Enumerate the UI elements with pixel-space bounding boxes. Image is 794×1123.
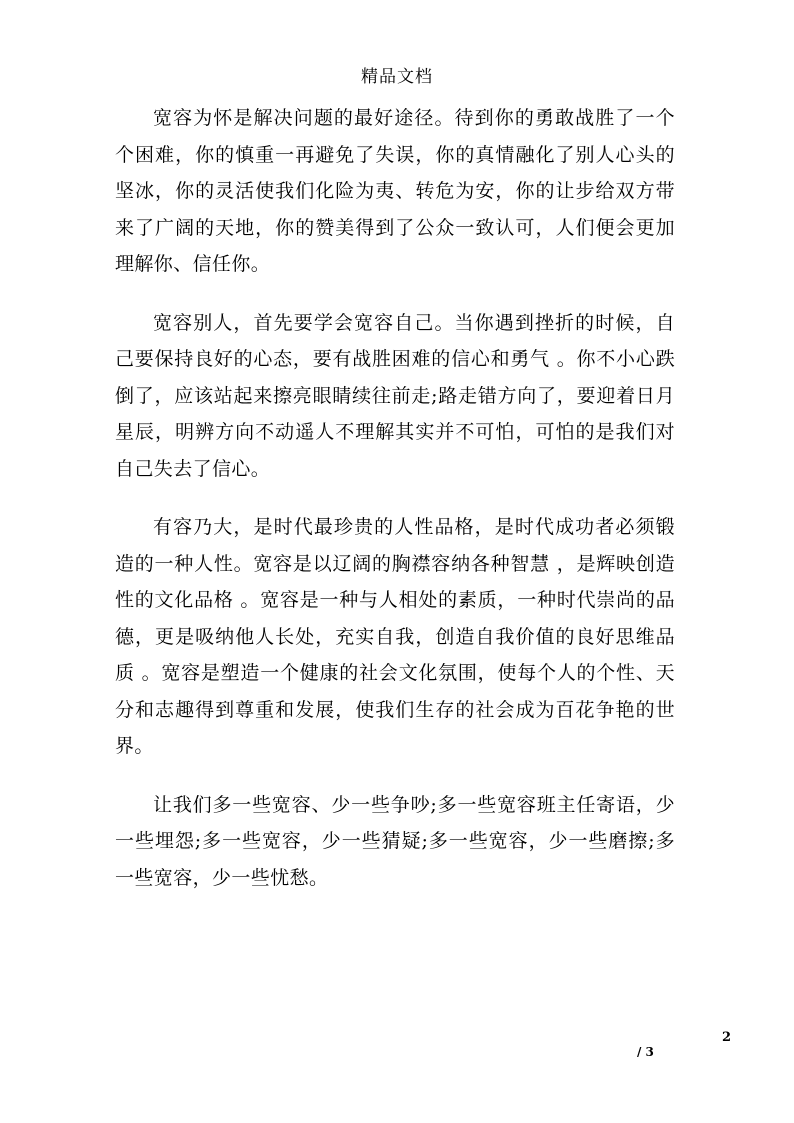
document-header-title: 精品文档	[361, 67, 433, 87]
document-body	[115, 100, 675, 918]
page-number: 2	[722, 1030, 732, 1045]
page-total: / 3	[637, 1045, 654, 1059]
paragraph-1: 宽容为怀是解决问题的最好途径。待到你的勇敢战胜了一个个困难，你的慎重一再避免了失误，你的真情融化了别人心头的坚冰，你的灵活使我们化险为夷、转危为安，你的让步给双方带来了广阔的天地，你的赞美得到了公众一致认可，人们便会更加理解你、信任你。	[115, 107, 675, 275]
paragraph-3: 有容乃大，是时代最珍贵的人性品格，是时代成功者必须锻造的一种人性。宽容是以辽阔的胸襟容纳各种智慧 ，是辉映创造性的文化品格 。宽容是一种与人相处的素质，一种时代崇尚的品德，更是吸纳他人长处，充实自我，创造自我价值的良好思维品质 。宽容是塑造一个健康的社会文化氛围，使每个人的个性、天分和志趣得到尊重和发展，使我们生存的社会成为百花争艳的世界。	[115, 516, 675, 757]
paragraph-2: 宽容别人，首先要学会宽容自己。当你遇到挫折的时候，自己要保持良好的心态，要有战胜困难的信心和勇气 。你不小心跌倒了，应该站起来擦亮眼睛续往前走;路走错方向了，要迎着日月星辰，明辨方向不动遥人不理解其实并不可怕，可怕的是我们对自己失去了信心。	[115, 311, 675, 480]
paragraph-4: 让我们多一些宽容、少一些争吵;多一些宽容班主任寄语，少一些埋怨;多一些宽容，少一些猜疑;多一些宽容，少一些磨擦;多一些宽容，少一些忧愁。	[115, 793, 675, 889]
